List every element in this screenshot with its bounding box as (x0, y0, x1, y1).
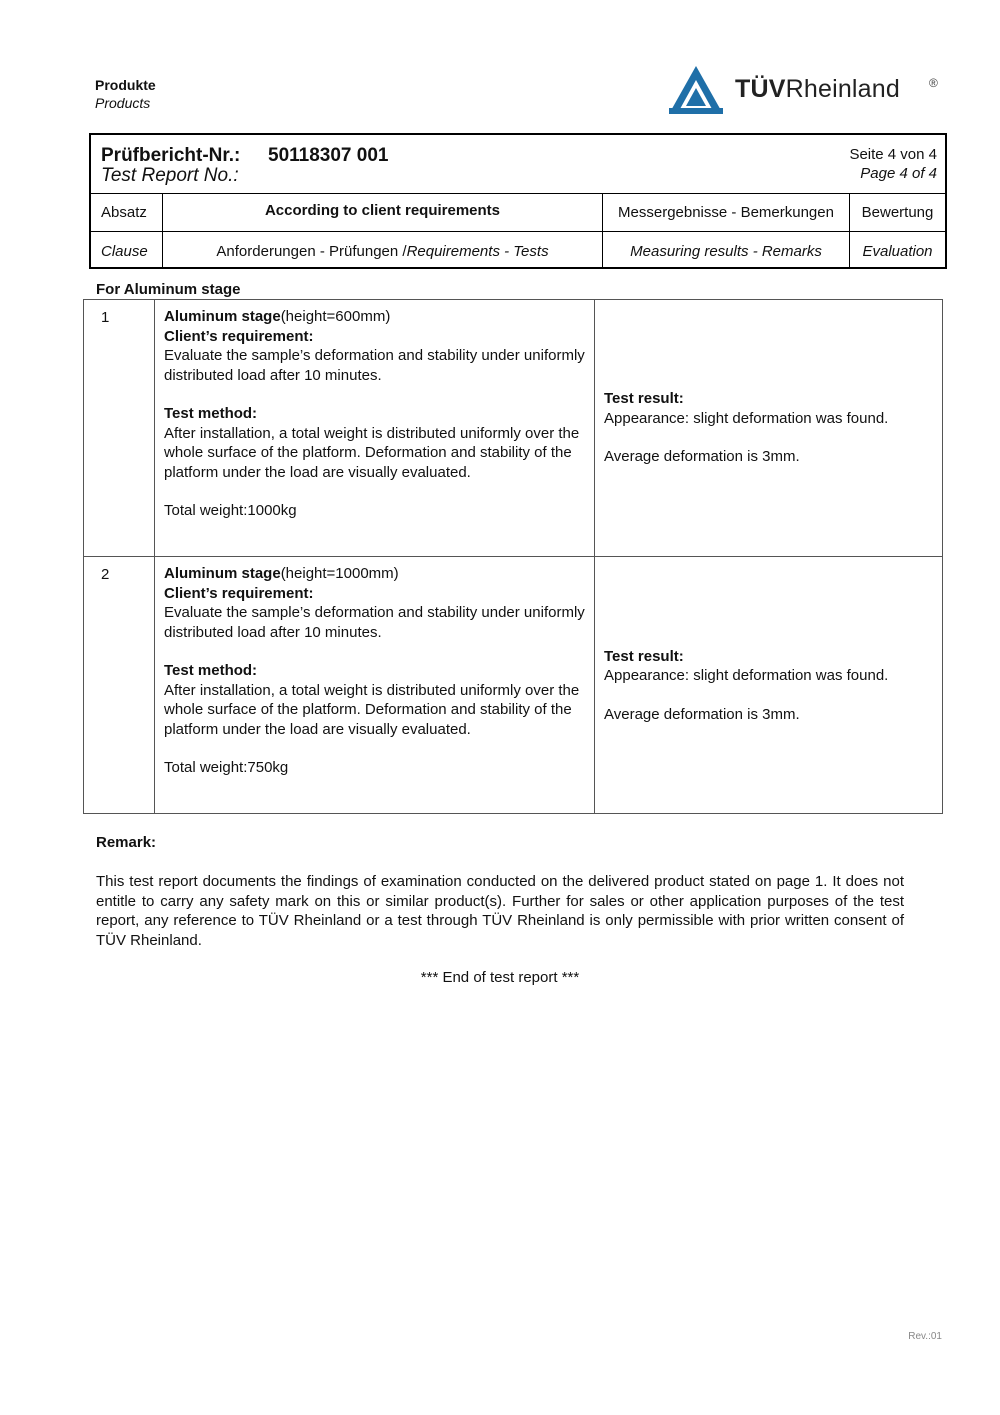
products-label-de: Produkte (95, 77, 156, 93)
column-headers (91, 193, 945, 269)
results-cell: Test result: Appearance: slight deformation was found. Average deformation is 3mm. (604, 647, 889, 723)
test-table (83, 299, 943, 814)
results-cell: Test result: Appearance: slight deformation was found. Average deformation is 3mm. (604, 390, 889, 466)
remark-text: This test report documents the findings of examination conducted on the delivered product stated on page 1. It does not entitle to carry any safety mark on this or similar product(s). Further for sales or other application purposes of the test report, any reference to TÜV Rheinland or a test through TÜV Rheinland is only permissible with prior written consent of TÜV Rheinland. (96, 873, 904, 949)
report-number-value: 50118307 001 (268, 145, 389, 166)
end-of-report: *** End of test report *** (420, 969, 580, 986)
requirements-cell: Aluminum stage(height=600mm) Client’s requirement: Evaluate the sample’s deformation and stability under uniformly distributed load after 10 minutes. Test method: After installation, a total weight is distributed uniformly over the whole surface of the platform. Deformation and stability of the platform under the load are visually evaluated. Total weight:1000kg (155, 300, 595, 556)
registered-mark: ® (929, 76, 938, 90)
column-header-clause: Absatz Clause (91, 193, 163, 269)
table-row (84, 300, 942, 557)
section-title: For Aluminum stage (96, 281, 241, 298)
products-label-en: Products (95, 95, 151, 111)
requirements-cell: Aluminum stage(height=1000mm) Client’s requirement: Evaluate the sample’s deformation and stability under uniformly distributed load after 10 minutes. Test method: After installation, a total weight is distributed uniformly over the whole surface of the platform. Deformation and stability of the platform under the load are visually evaluated. Total weight:750kg (155, 557, 595, 814)
page-indicator-de: Seite 4 von 4 (849, 146, 937, 163)
column-header-requirements: According to client requirements Anforderungen - Prüfungen / Requirements - Tests (163, 193, 603, 269)
row-number: 2 (84, 557, 155, 814)
report-number-row (91, 135, 945, 194)
revision-label: Rev.:01 (908, 1331, 942, 1342)
row-number: 1 (84, 300, 155, 556)
tuv-rheinland-logo (667, 64, 957, 116)
report-number-label: Prüfbericht-Nr.: (101, 145, 241, 166)
remark-title: Remark: (96, 834, 157, 851)
logo-wordmark: TÜVRheinland (735, 75, 900, 103)
table-row (84, 557, 942, 814)
column-header-evaluation: Bewertung Evaluation (850, 193, 945, 269)
page-indicator-en: Page 4 of 4 (860, 165, 937, 182)
column-header-results: Messergebnisse - Bemerkungen Measuring results - Remarks (603, 193, 850, 269)
report-header-box (89, 133, 947, 269)
report-number-label-en: Test Report No.: (101, 165, 239, 186)
tuv-triangle-logo-icon (667, 64, 725, 116)
